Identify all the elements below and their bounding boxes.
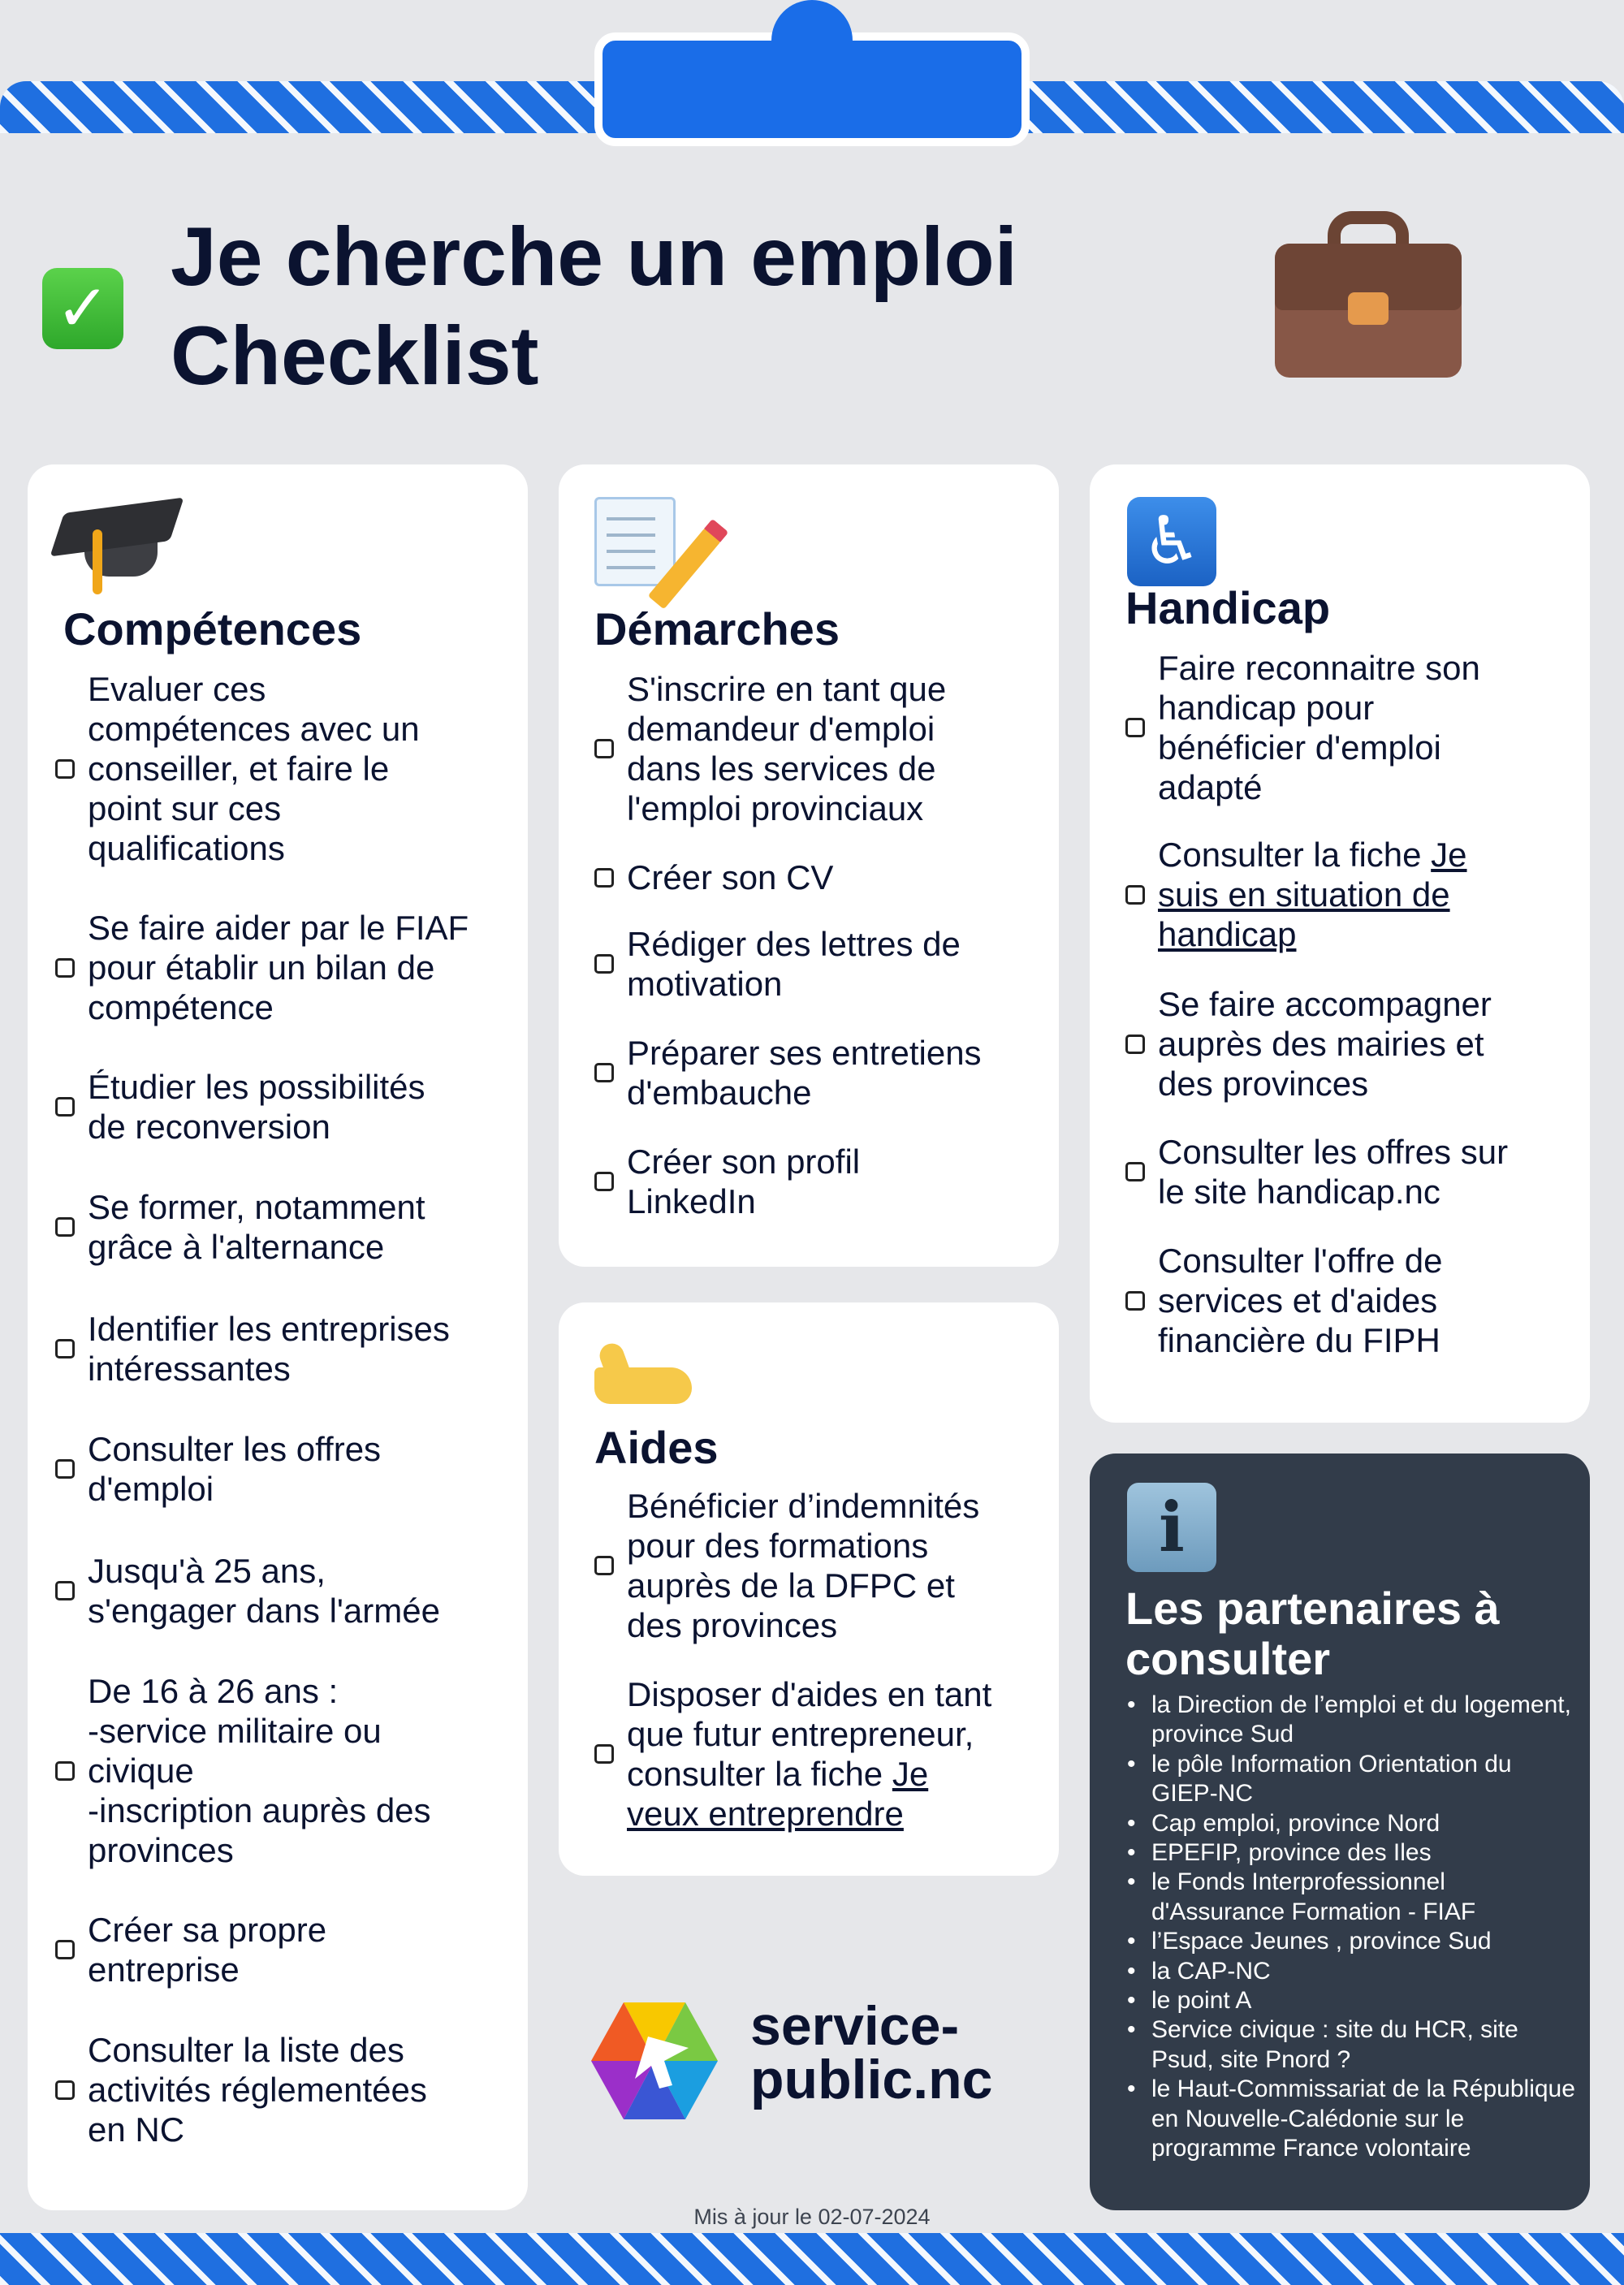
checkbox[interactable]: [594, 1556, 614, 1575]
list-item: • Service civique : site du HCR, site Psud, site Pnord ?: [1127, 2015, 1582, 2075]
checkbox[interactable]: [55, 1459, 75, 1479]
demarches-item[interactable]: Créer son profil LinkedIn: [594, 1142, 860, 1221]
list-item: • la Direction de l’emploi et du logement, province Sud: [1127, 1691, 1582, 1750]
demarches-item[interactable]: Préparer ses entretiens d'embauche: [594, 1033, 982, 1112]
demarches-card: [559, 464, 1059, 1267]
competences-item[interactable]: De 16 à 26 ans : -service militaire ou civique -inscription auprès des provinces: [55, 1671, 431, 1870]
checkbox[interactable]: [55, 1339, 75, 1358]
competences-title: Compétences: [63, 603, 362, 654]
competences-item[interactable]: Se former, notamment grâce à l'alternance: [55, 1187, 425, 1267]
competences-item[interactable]: Se faire aider par le FIAF pour établir un bilan de compétence: [55, 908, 469, 1027]
partenaires-card: [1090, 1454, 1590, 2210]
je-veux-entreprendre-link[interactable]: Je veux entreprendre: [627, 1755, 929, 1833]
checkbox[interactable]: [55, 2080, 75, 2100]
demarches-title: Démarches: [594, 603, 840, 654]
partenaires-list: [1127, 1691, 1582, 2164]
checkbox[interactable]: [55, 1581, 75, 1600]
competences-card: [28, 464, 528, 2210]
handicap-item[interactable]: Faire reconnaitre son handicap pour bénéficier d'emploi adapté: [1125, 648, 1480, 807]
checkbox[interactable]: [1125, 718, 1145, 737]
handicap-item[interactable]: Se faire accompagner auprès des mairies et des provinces: [1125, 984, 1492, 1104]
page-title-line1: Je cherche un emploi: [171, 210, 1018, 303]
list-item: • le Haut-Commissariat de la République en Nouvelle-Calédonie sur le programme France volontaire: [1127, 2075, 1582, 2163]
aides-item[interactable]: Disposer d'aides en tant que futur entrepreneur, consulter la fiche Je veux entreprendre: [594, 1674, 991, 1834]
checkbox[interactable]: [594, 1063, 614, 1082]
service-public-logo-icon[interactable]: [591, 2002, 718, 2119]
graduation-cap-icon: [60, 497, 174, 594]
aides-title: Aides: [594, 1422, 719, 1473]
check-mark-icon: ✓: [42, 268, 123, 349]
demarches-item[interactable]: Créer son CV: [594, 857, 833, 897]
competences-item[interactable]: Consulter la liste des activités réglementées en NC: [55, 2030, 427, 2149]
competences-item[interactable]: Consulter les offres d'emploi: [55, 1429, 381, 1509]
checkbox[interactable]: [1125, 885, 1145, 905]
demarches-item[interactable]: S'inscrire en tant que demandeur d'emploi dans les services de l'emploi provinciaux: [594, 669, 946, 828]
checkbox[interactable]: [1125, 1291, 1145, 1311]
handicap-title: Handicap: [1125, 582, 1331, 633]
list-item: • le pôle Information Orientation du GIEP-NC: [1127, 1750, 1582, 1809]
checkbox[interactable]: [55, 958, 75, 978]
aides-item[interactable]: Bénéficier d’indemnités pour des formations auprès de la DFPC et des provinces: [594, 1486, 979, 1645]
list-item: • l’Espace Jeunes , province Sud: [1127, 1927, 1582, 1956]
checkbox[interactable]: [594, 739, 614, 758]
handicap-card: [1090, 464, 1590, 1423]
bottom-pattern-band: [0, 2233, 1624, 2285]
palm-up-hand-icon: [594, 1343, 692, 1408]
list-item: • la CAP-NC: [1127, 1957, 1582, 1986]
list-item: • le point A: [1127, 1986, 1582, 2015]
wheelchair-symbol-icon: ♿: [1127, 497, 1216, 586]
checkbox[interactable]: [1125, 1035, 1145, 1054]
competences-item[interactable]: Identifier les entreprises intéressantes: [55, 1309, 450, 1389]
aides-card: [559, 1302, 1059, 1876]
competences-item[interactable]: Evaluer ces compétences avec un conseiller, et faire le point sur ces qualifications: [55, 669, 420, 868]
checkbox[interactable]: [594, 954, 614, 974]
checkbox[interactable]: [55, 1940, 75, 1959]
demarches-item[interactable]: Rédiger des lettres de motivation: [594, 924, 961, 1004]
checkbox[interactable]: [55, 1097, 75, 1117]
checkbox[interactable]: [55, 759, 75, 779]
list-item: • le Fonds Interprofessionnel d'Assurance Formation - FIAF: [1127, 1868, 1582, 1927]
competences-item[interactable]: Étudier les possibilités de reconversion: [55, 1067, 425, 1147]
checkbox[interactable]: [594, 868, 614, 888]
briefcase-icon: [1275, 211, 1462, 378]
competences-item[interactable]: Créer sa propre entreprise: [55, 1910, 326, 1989]
checkbox[interactable]: [1125, 1162, 1145, 1181]
situation-handicap-link[interactable]: Je suis en situation de handicap: [1158, 836, 1467, 953]
handicap-item[interactable]: Consulter les offres sur le site handicap.nc: [1125, 1132, 1508, 1212]
checkbox[interactable]: [55, 1217, 75, 1237]
handicap-item[interactable]: Consulter l'offre de services et d'aides financière du FIPH: [1125, 1241, 1442, 1360]
page-title-line2: Checklist: [171, 309, 539, 402]
clipboard-clip-knob: [771, 0, 853, 57]
list-item: • EPEFIP, province des Iles: [1127, 1838, 1582, 1868]
updated-date: Mis à jour le 02-07-2024: [693, 2205, 931, 2229]
list-item: • Cap emploi, province Nord: [1127, 1809, 1582, 1838]
page-title: [171, 207, 1226, 405]
information-icon: i: [1127, 1483, 1216, 1572]
handicap-item[interactable]: Consulter la fiche Je suis en situation de handicap: [1125, 835, 1467, 954]
memo-icon: [594, 497, 676, 586]
competences-item[interactable]: Jusqu'à 25 ans, s'engager dans l'armée: [55, 1551, 440, 1631]
checkbox[interactable]: [594, 1744, 614, 1764]
checkbox[interactable]: [594, 1172, 614, 1191]
checkbox[interactable]: [55, 1761, 75, 1781]
partenaires-title: Les partenaires à consulter: [1125, 1583, 1500, 1684]
brand-name: service- public.nc: [750, 1995, 993, 2110]
